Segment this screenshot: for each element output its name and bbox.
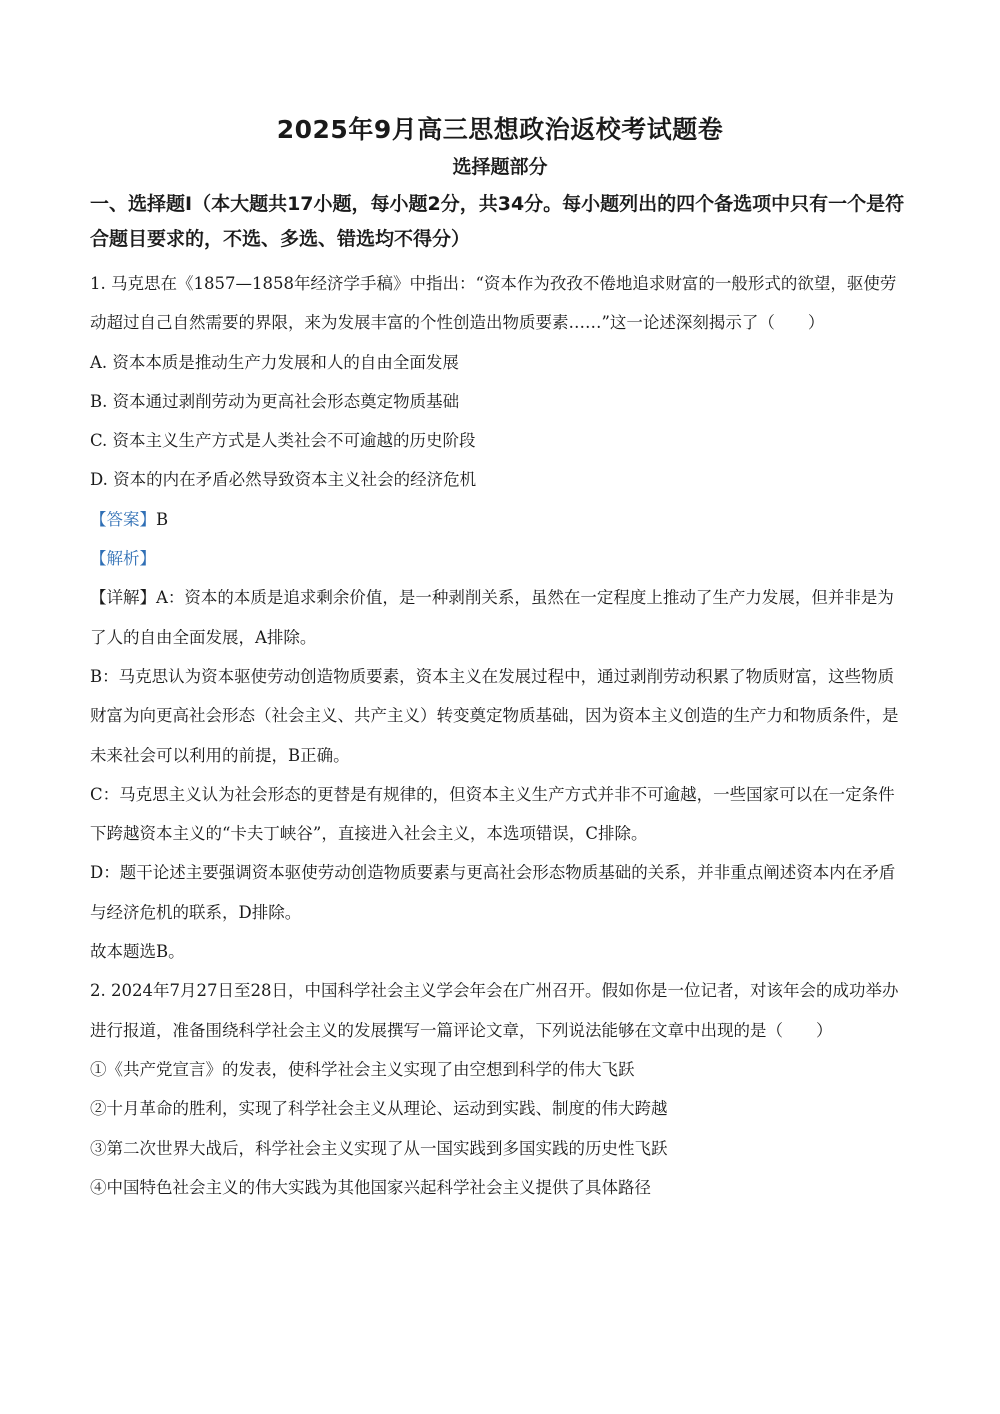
analysis-tag: 【解析】 xyxy=(90,549,156,569)
question-1-option-a: A. 资本本质是推动生产力发展和人的自由全面发展 xyxy=(90,352,459,372)
detail-a xyxy=(90,578,910,657)
question-2-item-1: ①《共产党宣言》的发表，使科学社会主义实现了由空想到科学的伟大飞跃 xyxy=(90,1059,635,1079)
analysis-line xyxy=(90,539,910,578)
question-1-option-d: D. 资本的内在矛盾必然导致资本主义社会的经济危机 xyxy=(90,470,477,490)
question-2-item-2: ②十月革命的胜利，实现了科学社会主义从理论、运动到实践、制度的伟大跨越 xyxy=(90,1099,668,1119)
question-body xyxy=(90,264,910,1207)
question-2-item-4: ④中国特色社会主义的伟大实践为其他国家兴起科学社会主义提供了具体路径 xyxy=(90,1177,651,1197)
question-1-stem: 1. 马克思在《1857—1858年经济学手稿》中指出：“资本作为孜孜不倦地追求财富的一般形式的欲望，驱使劳动超过自己自然需要的界限，来为发展丰富的个性创造出物质要素……”这一论述深刻揭示了（ ） xyxy=(90,274,897,333)
exam-title: 2025年9月高三思想政治返校考试题卷 xyxy=(276,115,724,144)
detail-d: D：题干论述主要强调资本驱使劳动创造物质要素与更高社会形态物质基础的关系，并非重点阐述资本内在矛盾与经济危机的联系，D排除。 xyxy=(90,863,896,922)
detail-c: C：马克思主义认为社会形态的更替是有规律的，但资本主义生产方式并非不可逾越，一些国家可以在一定条件下跨越资本主义的“卡夫丁峡谷”，直接进入社会主义，本选项错误，C排除。 xyxy=(90,784,895,844)
question-1-option-b: B. 资本通过剥削劳动为更高社会形态奠定物质基础 xyxy=(90,391,460,411)
answer-value: B xyxy=(156,509,169,529)
detail-a-text: A：资本的本质是追求剩余价值，是一种剥削关系，虽然在一定程度上推动了生产力发展，但并非是为了人的自由全面发展，A排除。 xyxy=(90,588,894,647)
part-subtitle: 选择题部分 xyxy=(452,156,548,178)
answer-tag: 【答案】 xyxy=(90,509,156,529)
question-2-item-3: ③第二次世界大战后，科学社会主义实现了从一国实践到多国实践的历史性飞跃 xyxy=(90,1138,668,1158)
question-1-option-c: C. 资本主义生产方式是人类社会不可逾越的历史阶段 xyxy=(90,431,476,451)
detail-b: B：马克思认为资本驱使劳动创造物质要素，资本主义在发展过程中，通过剥削劳动积累了物质财富，这些物质财富为向更高社会形态（社会主义、共产主义）转变奠定物质基础，因为资本主义创造的生产力和物质条件，是未来社会可以利用的前提，B正确。 xyxy=(90,666,899,765)
answer-line xyxy=(90,500,910,539)
question-2-stem: 2. 2024年7月27日至28日，中国科学社会主义学会年会在广州召开。假如你是一位记者，对该年会的成功举办进行报道，准备围绕科学社会主义的发展撰写一篇评论文章，下列说法能够在文章中出现的是（ ） xyxy=(90,981,899,1040)
section-heading: 一、选择题Ⅰ（本大题共17小题，每小题2分，共34分。每小题列出的四个备选项中只有一个是符合题目要求的，不选、多选、错选均不得分） xyxy=(90,193,905,250)
conclusion: 故本题选B。 xyxy=(90,942,185,962)
detail-tag: 【详解】 xyxy=(90,588,156,608)
